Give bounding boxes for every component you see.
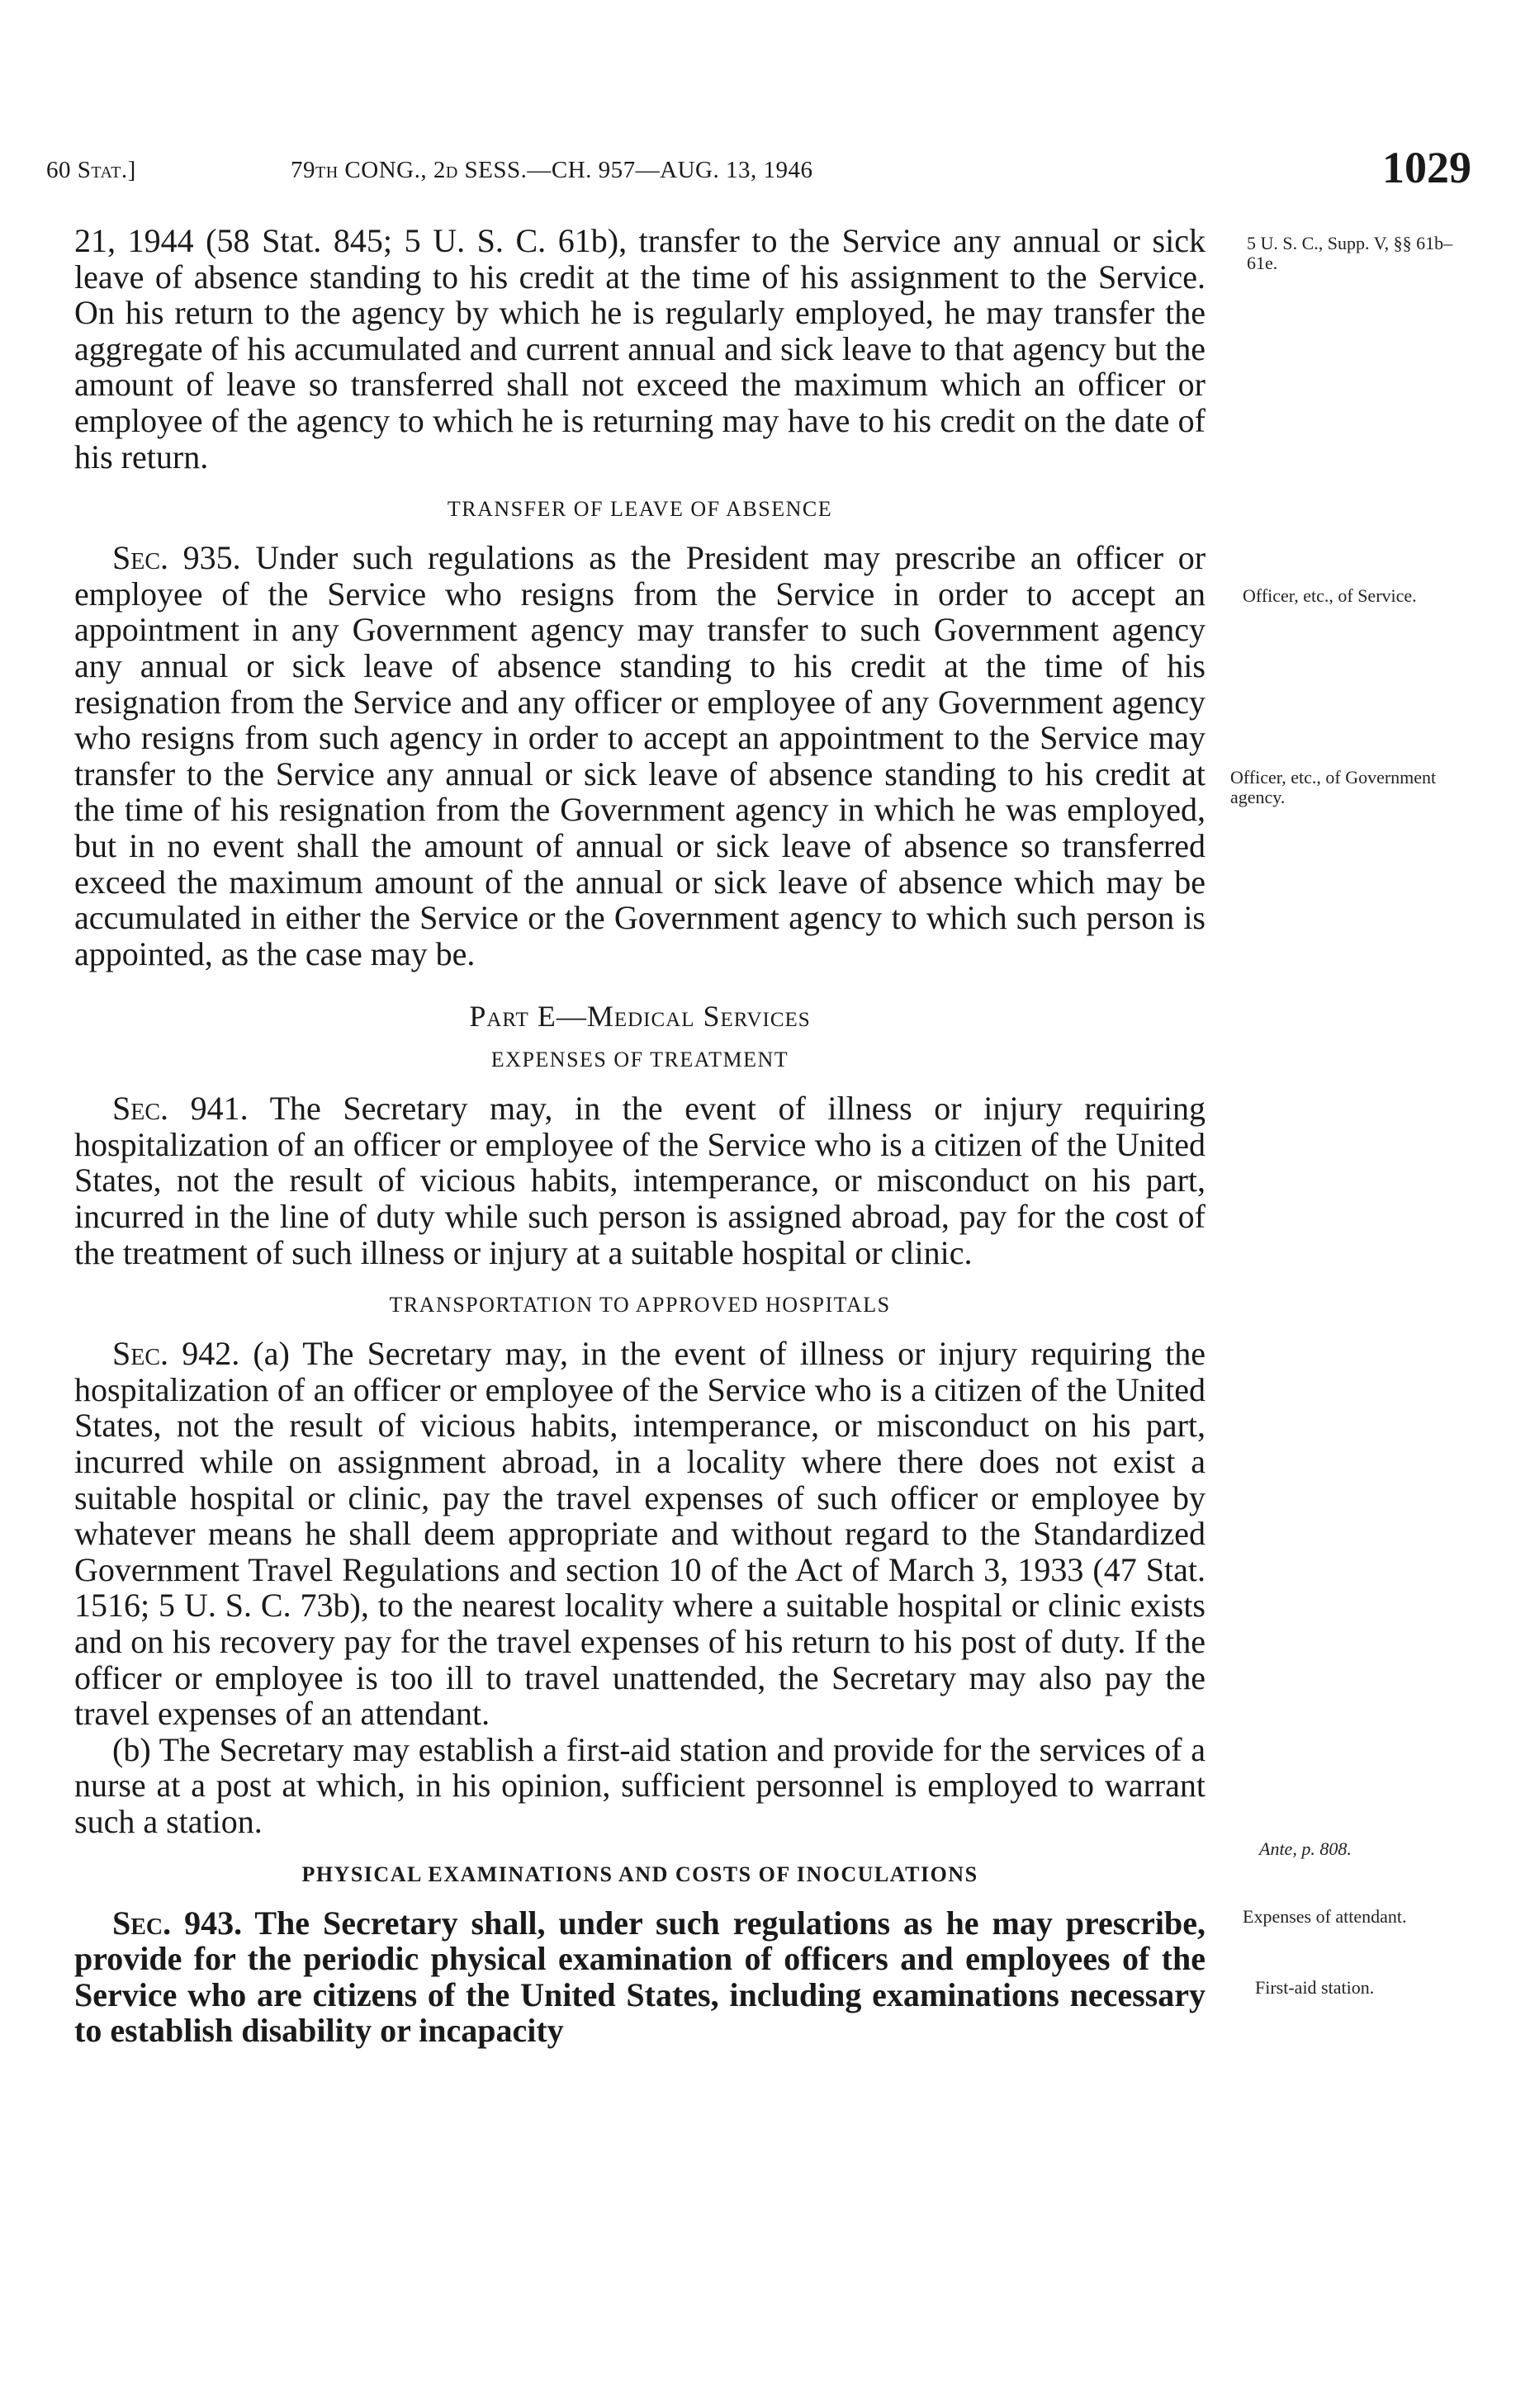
section-942a-body: (a) The Secretary may, in the event of illness or injury requiring the hospitalization of an officer or employee of the Service who is a citizen of the United States, not the result of vicious habits, intemperance, or misconduct on his part, incurred while on assignment abroad, in a locality where there does not exist a suitable hospital or clinic, pay the travel expenses of such officer or employee by whatever means he shall deem appropriate and without regard to the Standardized Government Travel Regulations and section 10 of the Act of March 3, 1933 (47 Stat. 1516; 5 U. S. C. 73b), to the nearest locality where a suitable hospital or clinic exists and on his recovery pay for the travel expenses of his return to his post of duty. If the officer or employee is too ill to travel unattended, the Secretary may also pay the travel expenses of an attendant.	[74, 1335, 1206, 1733]
section-942b: (b) The Secretary may establish a first-aid station and provide for the services of a nurse at a post at which, in his opinion, sufficient personnel is employed to warrant such a station.	[74, 1730, 1206, 1840]
paragraph-continuation: 21, 1944 (58 Stat. 845; 5 U. S. C. 61b), transfer to the Service any annual or sick leave of absence standing to his credit at the time of his assignment to the Service. On his return to the agency by which he is regularly employed, he may transfer the aggregate of his accumulated and current annual and sick leave to that agency but the amount of leave so transferred shall not exceed the maximum which an officer or employee of the agency to which he is returning may have to his credit on the date of his return.	[74, 222, 1206, 475]
section-935-body: Under such regulations as the President may prescribe an officer or employee of the Service who resigns from the Service in order to accept an appointment in any Government agency may transfer to such Government agency any annual or sick leave of absence standing to his credit at the time of his resignation from the Service and any officer or employee of any Government agency who resigns from such agency in order to accept an appointment to the Service may transfer to the Service any annual or sick leave of absence standing to his credit at the time of his resignation from the Government agency in which he was employed, but in no event shall the amount of annual or sick leave of absence so transferred exceed the maximum amount of the annual or sick leave of absence which may be accumulated in either the Service or the Government agency to which such person is appointed, as the case may be.	[74, 539, 1206, 972]
margin-note-officer-of-government-agency: Officer, etc., of Government agency.	[1230, 767, 1437, 807]
part-e-heading: Part E—Medical Services	[469, 1000, 811, 1034]
statute-reference: 60 Stat.]	[46, 157, 136, 183]
margin-note-officer-of-service: Officer, etc., of Service.	[1243, 585, 1417, 606]
section-935	[74, 540, 1206, 972]
margin-note-ante-reference: Ante, p. 808.	[1259, 1838, 1352, 1859]
section-941-body: The Secretary may, in the event of illness or injury requiring hospitalization of an officer or employee of the Service who is a citizen of the United States, not the result of vicious habits, intemperance, or misconduct on his part, incurred in the line of duty while such person is assigned abroad, pay for the cost of the treatment of such illness or injury at a suitable hospital or clinic.	[74, 1090, 1206, 1271]
section-941	[74, 1090, 1206, 1270]
heading-physical-examinations: PHYSICAL EXAMINATIONS AND COSTS OF INOCULATIONS	[301, 1862, 978, 1886]
margin-note-usc-reference: 5 U. S. C., Supp. V, §§ 61b–61e.	[1247, 233, 1453, 273]
section-943-body: The Secretary shall, under such regulations as he may prescribe, provide for the periodic physical examination of officers and employees of the Service who are citizens of the United States, including examinations necessary to establish disability or incapacity	[74, 1904, 1206, 2050]
margin-note-expenses-of-attendant: Expenses of attendant.	[1243, 1906, 1407, 1927]
heading-transfer-of-leave: TRANSFER OF LEAVE OF ABSENCE	[447, 497, 833, 522]
page-number: 1029	[1382, 143, 1471, 192]
section-941-label: Sec. 941.	[112, 1090, 249, 1128]
section-943	[74, 1905, 1206, 2049]
page-header	[46, 142, 1471, 200]
section-942-label: Sec. 942.	[112, 1335, 240, 1373]
margin-note-first-aid-station: First-aid station.	[1255, 1977, 1375, 1998]
section-942a	[74, 1336, 1206, 1732]
heading-expenses-of-treatment: EXPENSES OF TREATMENT	[490, 1048, 789, 1072]
section-943-label: Sec. 943.	[112, 1904, 243, 1942]
main-text-column	[74, 223, 1206, 2049]
section-935-label: Sec. 935.	[112, 539, 241, 577]
congress-session-chapter: 79th CONG., 2d SESS.—CH. 957—AUG. 13, 1946	[291, 157, 813, 183]
heading-transportation: TRANSPORTATION TO APPROVED HOSPITALS	[389, 1293, 891, 1318]
